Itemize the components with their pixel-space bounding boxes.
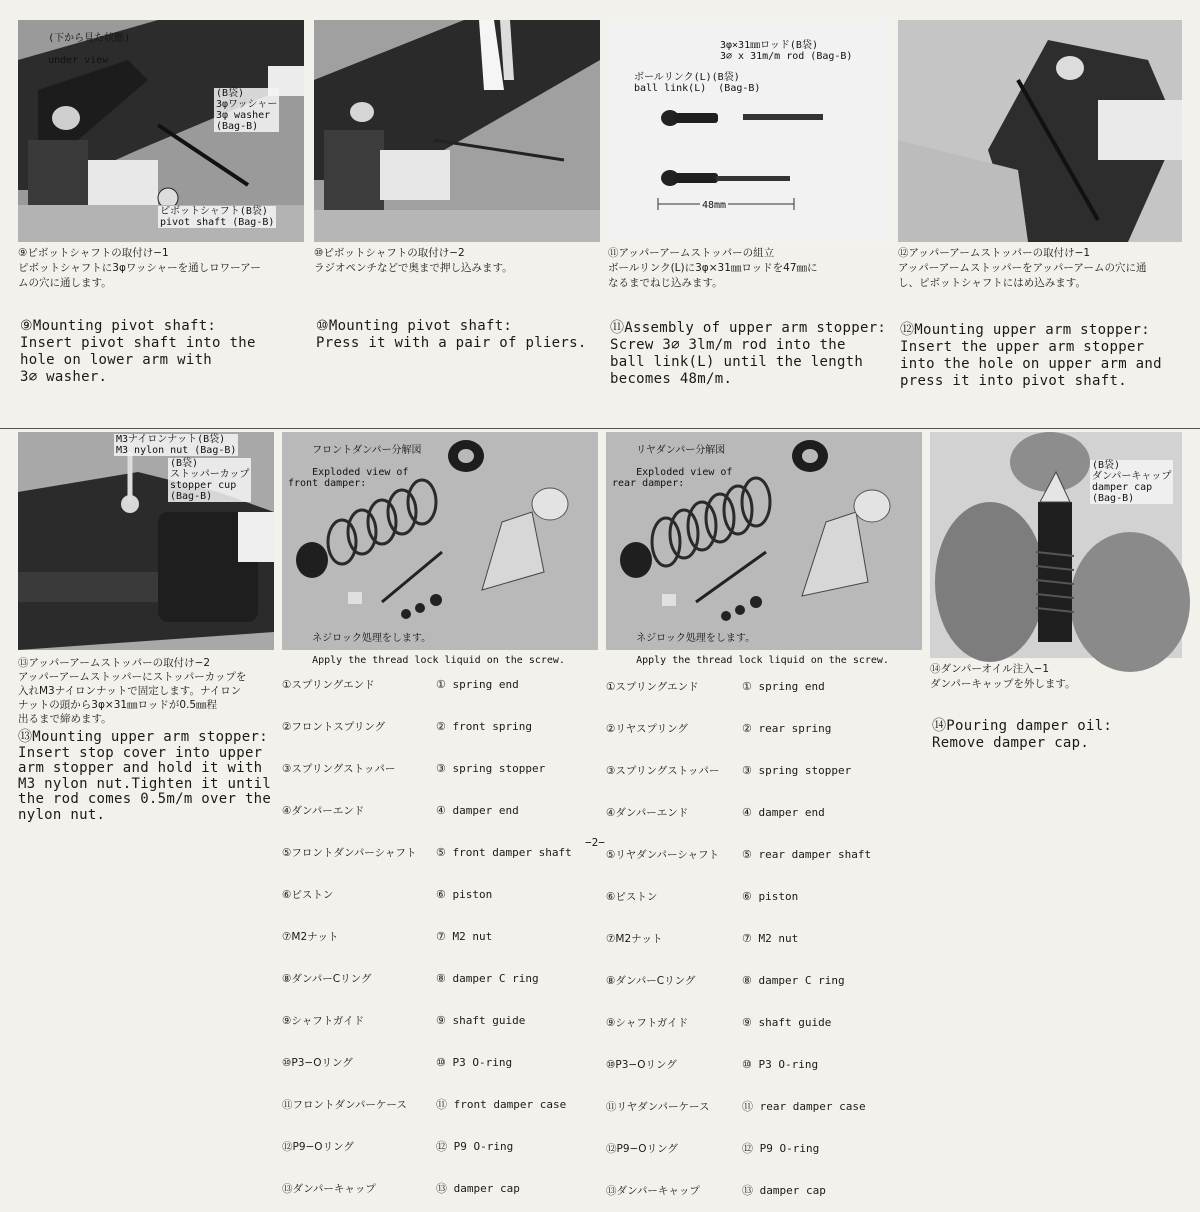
page-number: −2− xyxy=(585,836,605,849)
list-item: ⑦M2ナット xyxy=(606,933,663,945)
list-item: ⑬ damper cap xyxy=(436,1182,520,1195)
rear-damper-exploded-view xyxy=(606,432,922,666)
list-item: ⑪リヤダンパーケース xyxy=(606,1101,710,1113)
rear-thread-lock-note-jp: ネジロック処理をします。 xyxy=(636,633,756,644)
rear-damper-title-jp: リヤダンパー分解図 xyxy=(636,445,726,456)
list-item: ⑥ピストン xyxy=(282,889,334,901)
front-damper-title-en: Exploded view of front damper: xyxy=(288,467,409,489)
list-item: ④ damper end xyxy=(436,804,519,817)
list-item: ⑩P3−Oリング xyxy=(282,1057,353,1069)
underview-label xyxy=(22,22,132,77)
rod-label: 3φ×31㎜ロッド(B袋) 3∅ x 31m/m rod (Bag-B) xyxy=(720,40,853,62)
step-9-jp-caption: ⑨ピボットシャフトの取付け−1 ピボットシャフトに3φワッシャーを通しロワーアー ムの穴に通します。 xyxy=(18,247,261,289)
step-13-en-caption: ⑬Mounting upper arm stopper: Insert stop cover into upper arm stopper and hold it with M3 nylon nut.Tighten it until the rod comes 0.5m/m over the nylon nut. xyxy=(18,729,272,823)
list-item: ⑦ M2 nut xyxy=(742,932,799,945)
list-item: ⑪フロントダンパーケース xyxy=(282,1099,407,1111)
photo-step-13 xyxy=(18,432,274,650)
section-divider xyxy=(0,428,1200,429)
list-item: ⑫P9−Oリング xyxy=(282,1141,354,1153)
list-item: ③ spring stopper xyxy=(742,764,852,777)
pliers-photo-illustration xyxy=(314,20,600,242)
front-thread-lock-note-jp: ネジロック処理をします。 xyxy=(312,633,432,644)
rear-thread-lock-note-en: Apply the thread lock liquid on the screw. xyxy=(636,655,889,666)
stopper-cup-label: (B袋) ストッパーカップ stopper cup (Bag-B) xyxy=(170,458,250,502)
photo-step-14 xyxy=(930,432,1182,658)
underview-label-en: under view xyxy=(48,55,109,66)
front-parts-list-jp xyxy=(282,650,416,1210)
list-item: ⑧ダンパーCリング xyxy=(606,975,696,987)
list-item: ⑤フロントダンパーシャフト xyxy=(282,847,417,859)
pivot-shaft-label: ピボットシャフト(B袋) pivot shaft (Bag-B) xyxy=(160,206,275,228)
step-12-jp-caption: ⑫アッパーアームストッパーの取付け−1 アッパーアームストッパーをアッパーアームの穴に通 し、ピボットシャフトにはめ込みます。 xyxy=(898,247,1147,289)
list-item: ① spring end xyxy=(436,678,519,691)
list-item: ② front spring xyxy=(436,720,532,733)
list-item: ⑥ piston xyxy=(742,890,799,903)
step-14-en-caption: ⑭Pouring damper oil: Remove damper cap. xyxy=(932,718,1113,751)
list-item: ⑤ rear damper shaft xyxy=(742,848,872,861)
list-item: ②リヤスプリング xyxy=(606,723,688,735)
rear-parts-list-jp xyxy=(606,652,719,1212)
list-item: ⑦M2ナット xyxy=(282,931,339,943)
washer-label: (B袋) 3φワッシャー 3φ washer (Bag-B) xyxy=(216,88,278,132)
list-item: ⑫ P9 O-ring xyxy=(742,1142,820,1155)
list-item: ⑥ piston xyxy=(436,888,493,901)
length-label: 48mm xyxy=(702,200,727,211)
rear-damper-title-en: Exploded view of rear damper: xyxy=(612,467,733,489)
list-item: ② rear spring xyxy=(742,722,832,735)
list-item: ③スプリングストッパー xyxy=(282,763,396,775)
list-item: ⑩ P3 O-ring xyxy=(742,1058,819,1071)
list-item: ④ダンパーエンド xyxy=(282,805,365,817)
list-item: ⑧ダンパーCリング xyxy=(282,973,372,985)
list-item: ⑤ front damper shaft xyxy=(436,846,572,859)
step-12-en-caption: ⑫Mounting upper arm stopper: Insert the upper arm stopper into the hole on upper arm and press it into pivot shaft. xyxy=(900,322,1162,389)
list-item: ④ damper end xyxy=(742,806,825,819)
list-item: ③ spring stopper xyxy=(436,762,546,775)
list-item: ⑩ P3 O-ring xyxy=(436,1056,513,1069)
list-item: ⑧ damper C ring xyxy=(436,972,539,985)
front-parts-list-en xyxy=(436,650,572,1210)
list-item: ⑨ shaft guide xyxy=(436,1014,526,1027)
list-item: ⑫ P9 O-ring xyxy=(436,1140,514,1153)
list-item: ⑬ damper cap xyxy=(742,1184,826,1197)
list-item: ②フロントスプリング xyxy=(282,721,386,733)
list-item: ⑪ rear damper case xyxy=(742,1100,866,1113)
step-13-jp-caption: ⑬アッパーアームストッパーの取付け−2 アッパーアームストッパーにストッパーカップを 入れM3ナイロンナットで固定します。ナイロン ナットの頭から3φ×31㎜ロッドが0.5㎜程 出るまで締めます。 xyxy=(18,657,247,725)
list-item: ①スプリングエンド xyxy=(282,679,375,691)
step-11-jp-caption: ⑪アッパーアームストッパーの組立 ボールリンク(L)に3φ×31㎜ロッドを47㎜に なるまでねじ込みます。 xyxy=(608,247,818,289)
photo-step-9 xyxy=(18,20,304,242)
front-thread-lock-note-en: Apply the thread lock liquid on the screw. xyxy=(312,655,565,666)
list-item: ⑨シャフトガイド xyxy=(606,1017,689,1029)
photo-step-12 xyxy=(898,20,1182,242)
list-item: ① spring end xyxy=(742,680,825,693)
rear-parts-list-en xyxy=(742,652,871,1212)
list-item: ⑧ damper C ring xyxy=(742,974,845,987)
ball-link-label: ボールリンク(L)(B袋) ball link(L) (Bag-B) xyxy=(634,72,761,94)
list-item: ⑥ピストン xyxy=(606,891,658,903)
list-item: ⑩P3−Oリング xyxy=(606,1059,677,1071)
front-damper-exploded-view xyxy=(282,432,598,666)
underview-label-jp: (下から見た状態) xyxy=(48,33,131,44)
photo-step-11 xyxy=(608,20,890,242)
list-item: ⑫P9−Oリング xyxy=(606,1143,678,1155)
step-10-en-caption: ⑩Mounting pivot shaft: Press it with a pair of pliers. xyxy=(316,318,587,351)
list-item: ⑦ M2 nut xyxy=(436,930,493,943)
list-item: ⑬ダンパーキャップ xyxy=(606,1185,700,1197)
nylon-nut-label: M3ナイロンナット(B袋) M3 nylon nut (Bag-B) xyxy=(116,434,237,456)
list-item: ⑬ダンパーキャップ xyxy=(282,1183,376,1195)
step-10-jp-caption: ⑩ピボットシャフトの取付け−2 ラジオペンチなどで奥まで押し込みます。 xyxy=(314,247,513,274)
list-item: ⑨ shaft guide xyxy=(742,1016,832,1029)
list-item: ③スプリングストッパー xyxy=(606,765,720,777)
rear-damper-title xyxy=(610,434,734,500)
step-11-en-caption: ⑪Assembly of upper arm stopper: Screw 3∅ 3lm/m rod into the ball link(L) until the length becomes 48m/m. xyxy=(610,320,887,387)
step-14-jp-caption: ⑭ダンパーオイル注入−1 ダンパーキャップを外します。 xyxy=(930,663,1076,690)
step-9-en-caption: ⑨Mounting pivot shaft: Insert pivot shaft into the hole on lower arm with 3∅ washer. xyxy=(20,318,256,385)
list-item: ①スプリングエンド xyxy=(606,681,699,693)
photo-step-10 xyxy=(314,20,600,242)
list-item: ⑪ front damper case xyxy=(436,1098,567,1111)
front-damper-title-jp: フロントダンパー分解図 xyxy=(312,445,422,456)
damper-cap-label: (B袋) ダンパーキャップ damper cap (Bag-B) xyxy=(1092,460,1172,504)
front-damper-title xyxy=(286,434,424,500)
upper-arm-photo-illustration xyxy=(898,20,1182,242)
list-item: ⑤リヤダンパーシャフト xyxy=(606,849,720,861)
list-item: ⑨シャフトガイド xyxy=(282,1015,365,1027)
list-item: ④ダンパーエンド xyxy=(606,807,689,819)
